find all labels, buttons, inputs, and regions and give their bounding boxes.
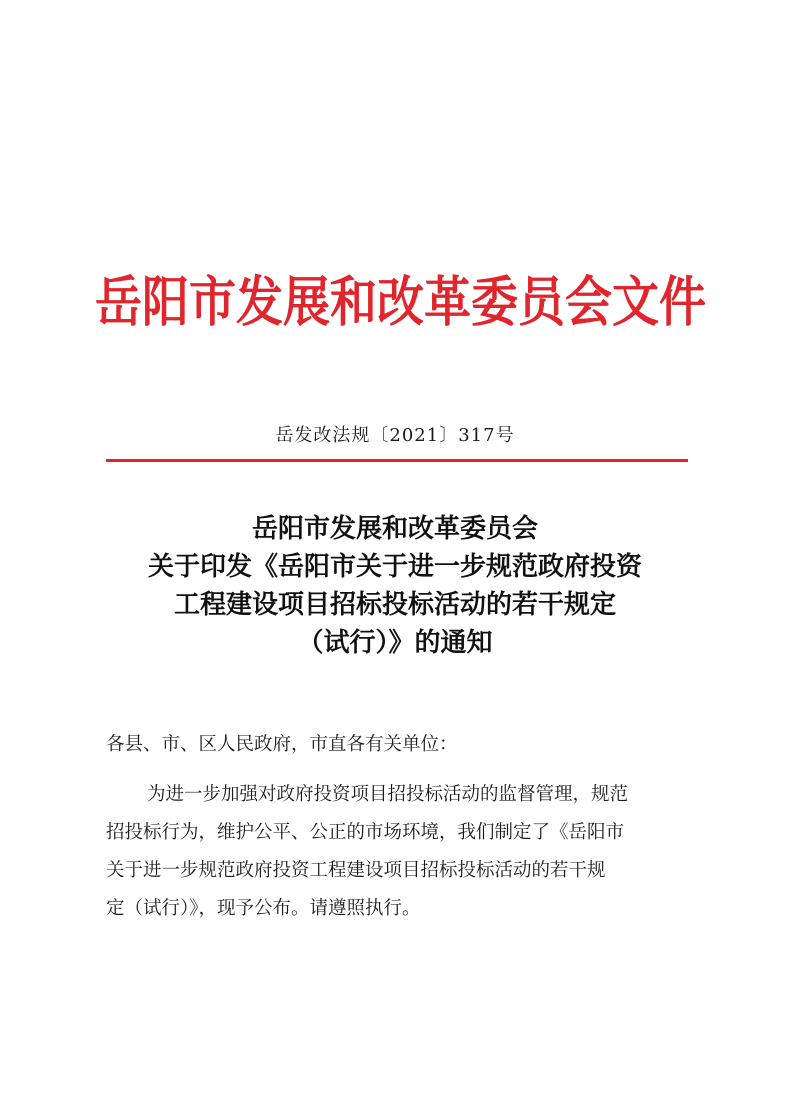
organization-header-title: 岳阳市发展和改革委员会文件	[95, 270, 706, 335]
body-paragraph	[106, 776, 690, 928]
body-line: 定（试行）》，现予公布。请遵照执行。	[106, 898, 421, 919]
addressee: 各县、市、区人民政府，市直各有关单位：	[106, 734, 458, 755]
notice-title-line: 工程建设项目招标投标活动的若干规定	[173, 590, 616, 620]
body-line: 招投标行为，维护公平、公正的市场环境，我们制定了《岳阳市	[106, 822, 625, 843]
notice-title-line: 岳阳市发展和改革委员会	[251, 514, 538, 544]
notice-title-line: （试行）》的通知	[297, 628, 493, 658]
body-line: 关于进一步规范政府投资工程建设项目招标投标活动的若干规	[106, 860, 606, 881]
notice-title	[90, 510, 700, 662]
body-line: 为进一步加强对政府投资项目招投标活动的监督管理，规范	[147, 784, 629, 805]
document-number: 岳发改法规〔2021〕317号	[275, 425, 515, 446]
red-separator-line	[106, 459, 688, 462]
notice-title-line: 关于印发《岳阳市关于进一步规范政府投资	[147, 552, 642, 582]
